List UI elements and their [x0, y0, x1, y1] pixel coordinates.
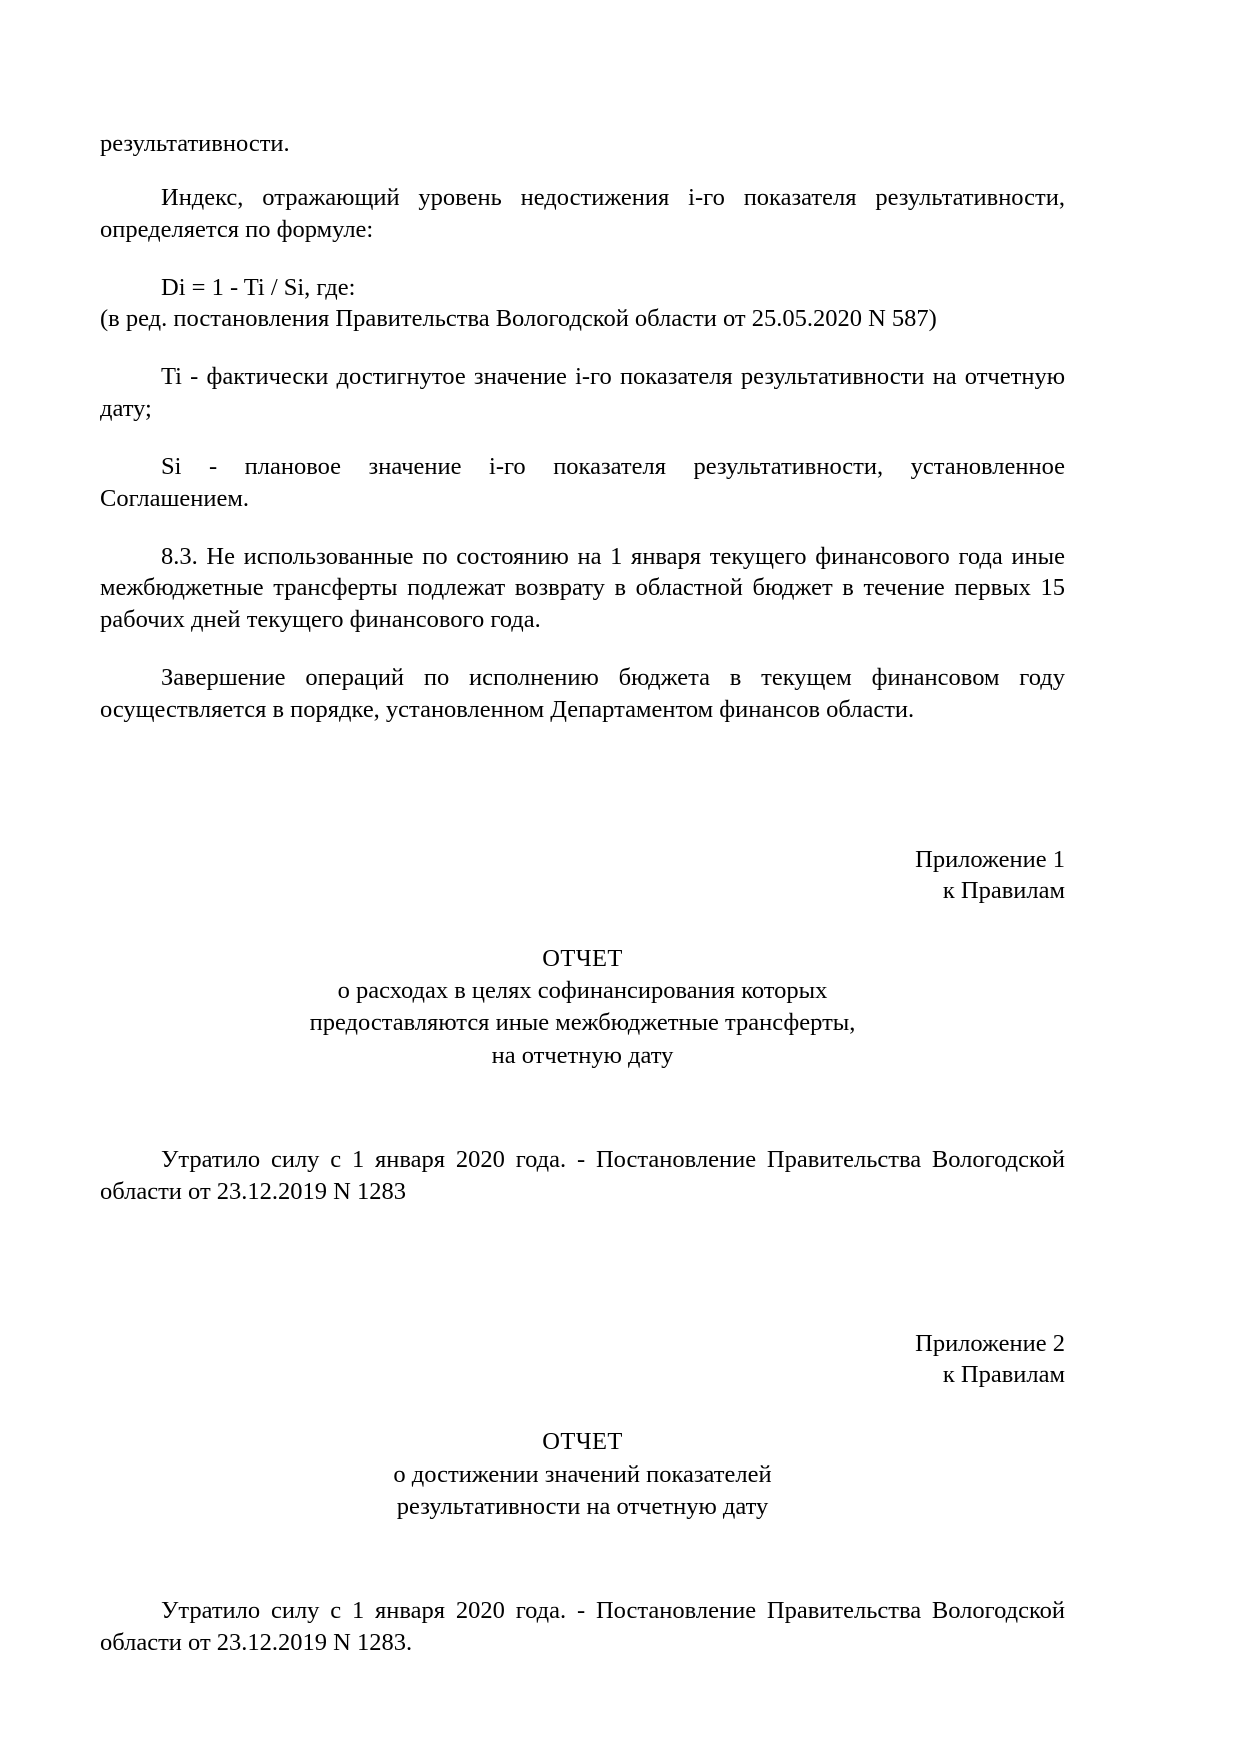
appendix-2-title-block: [100, 1426, 1065, 1523]
section-gap: [100, 752, 1065, 844]
paragraph-formula-amendment: (в ред. постановления Правительства Вологодской области от 25.05.2020 N 587): [100, 305, 937, 333]
paragraph-si-definition: Si - плановое значение i-го показателя результативности, установленное Соглашением.: [100, 452, 1065, 512]
appendix-1-to-rules: к Правилам: [942, 877, 1065, 905]
appendix-2-subtitle-line-1: о достижении значений показателей: [393, 1460, 772, 1488]
spacer: [100, 1072, 1065, 1144]
appendix-1-subtitle-line-2: предоставляются иные межбюджетные трансферты,: [309, 1009, 856, 1037]
appendix-1-heading: ОТЧЕТ: [542, 944, 623, 972]
paragraph-operations-completion: Завершение операций по исполнению бюджета в текущем финансовом году осуществляется в порядке, установленном Департаментом финансов области.: [100, 664, 1065, 723]
spacer: [100, 1523, 1065, 1595]
spacer: [100, 1390, 1065, 1426]
paragraph-clause-8-3: 8.3. Не использованные по состоянию на 1 января текущего финансового года иные межбюджетные трансферты подлежат возврату в областной бюджет в течение первых 15 рабочих дней текущего финансового года.: [100, 542, 1065, 634]
appendix-1-subtitle-line-1: о расходах в целях софинансирования которых: [337, 976, 828, 1004]
paragraph-formula: Di = 1 - Ti / Si, где:: [161, 273, 356, 301]
appendix-2-number: Приложение 2: [915, 1329, 1065, 1357]
appendix-1-repeal-note: Утратило силу с 1 января 2020 года. - Постановление Правительства Вологодской области от 23.12.2019 N 1283: [100, 1145, 1065, 1205]
section-gap: [100, 1208, 1065, 1328]
appendix-1-subtitle-line-3: на отчетную дату: [491, 1041, 674, 1069]
appendix-2-to-rules: к Правилам: [942, 1360, 1065, 1388]
spacer: [100, 907, 1065, 943]
appendix-2-repeal-note: Утратило силу с 1 января 2020 года. - Постановление Правительства Вологодской области от 23.12.2019 N 1283.: [100, 1597, 1065, 1657]
paragraph-ti-definition: Ti - фактически достигнутое значение i-го показателя результативности на отчетную дату;: [100, 363, 1065, 423]
appendix-1-reference: [100, 844, 1065, 907]
appendix-2-subtitle-line-2: результативности на отчетную дату: [396, 1492, 769, 1520]
appendix-1-number: Приложение 1: [915, 845, 1065, 873]
continued-line: результативности.: [100, 130, 290, 157]
paragraph-index-definition: Индекс, отражающий уровень недостижения i-го показателя результативности, определяется по формуле:: [100, 183, 1065, 243]
document-body: [100, 128, 1065, 1659]
appendix-1-title-block: [100, 943, 1065, 1072]
appendix-2-heading: ОТЧЕТ: [542, 1428, 623, 1456]
appendix-2-reference: [100, 1328, 1065, 1391]
spacer: [100, 160, 1065, 182]
